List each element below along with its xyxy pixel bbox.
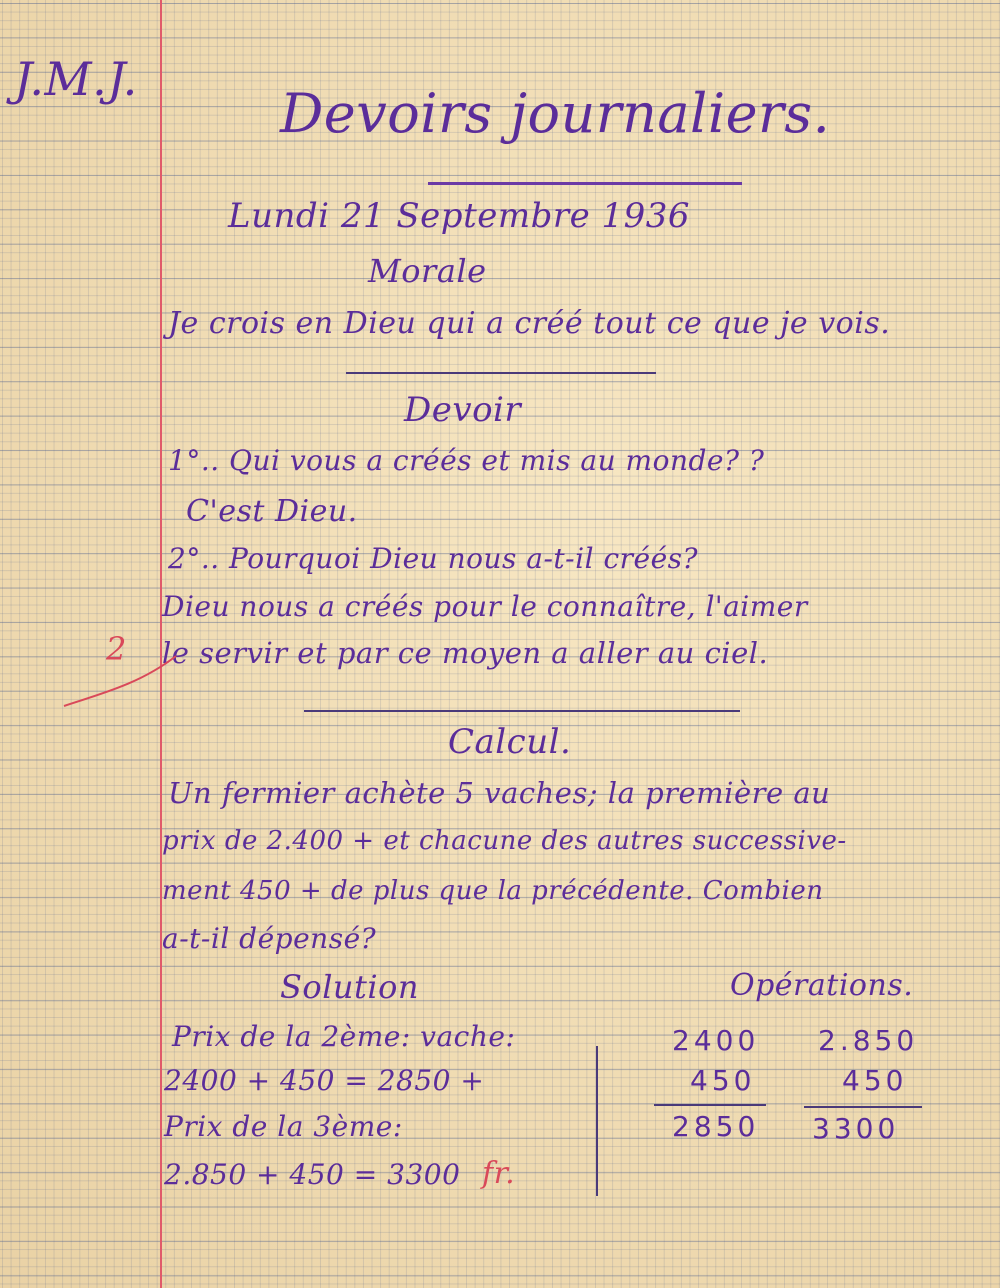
morale-separator bbox=[346, 372, 656, 374]
operation-1-addend: 450 bbox=[690, 1064, 756, 1097]
date-line: Lundi 21 Septembre 1936 bbox=[228, 196, 691, 236]
operations-heading: Opérations. bbox=[730, 968, 914, 1003]
solution-heading: Solution bbox=[280, 968, 419, 1006]
devoir-separator bbox=[304, 710, 740, 712]
calcul-heading: Calcul. bbox=[448, 722, 572, 762]
morale-heading: Morale bbox=[368, 252, 487, 290]
problem-line-2: prix de 2.400 + et chacune des autres successive- bbox=[162, 826, 847, 856]
solution-line-1: Prix de la 2ème: vache: bbox=[172, 1020, 516, 1053]
answer-2-line-2: le servir et par ce moyen a aller au ciel. bbox=[162, 636, 769, 670]
operation-2-result: 3300 bbox=[812, 1112, 900, 1145]
teacher-grade: 2 bbox=[106, 630, 127, 668]
solution-line-2: 2400 + 450 = 2850 + bbox=[164, 1064, 485, 1097]
question-2: 2°.. Pourquoi Dieu nous a-t-il créés? bbox=[168, 542, 699, 575]
answer-1: C'est Dieu. bbox=[186, 494, 358, 529]
grade-stroke bbox=[60, 650, 180, 710]
solution-line-4: 2.850 + 450 = 3300 bbox=[164, 1158, 461, 1191]
devoir-heading: Devoir bbox=[404, 390, 522, 430]
answer-2-line-1: Dieu nous a créés pour le connaître, l'aimer bbox=[162, 590, 808, 623]
operation-2-bar bbox=[804, 1106, 922, 1108]
operations-divider bbox=[596, 1046, 598, 1196]
problem-line-3: ment 450 + de plus que la précédente. Combien bbox=[162, 876, 824, 906]
solution-line-3: Prix de la 3ème: bbox=[164, 1110, 403, 1143]
problem-line-4: a-t-il dépensé? bbox=[162, 922, 377, 955]
page-title: Devoirs journaliers. bbox=[280, 82, 831, 145]
solution-correction: fr. bbox=[482, 1156, 516, 1191]
operation-1-top: 2400 bbox=[672, 1024, 760, 1057]
operation-1-bar bbox=[654, 1104, 766, 1106]
title-underline bbox=[428, 182, 742, 185]
morale-sentence: Je crois en Dieu qui a créé tout ce que je vois. bbox=[168, 306, 891, 341]
problem-line-1: Un fermier achète 5 vaches; la première au bbox=[168, 776, 831, 810]
operation-2-top: 2.850 bbox=[818, 1024, 919, 1057]
operation-1-result: 2850 bbox=[672, 1110, 760, 1143]
initials: J.M.J. bbox=[14, 52, 138, 106]
operation-2-addend: 450 bbox=[842, 1064, 908, 1097]
question-1: 1°.. Qui vous a créés et mis au monde? ? bbox=[168, 444, 765, 477]
